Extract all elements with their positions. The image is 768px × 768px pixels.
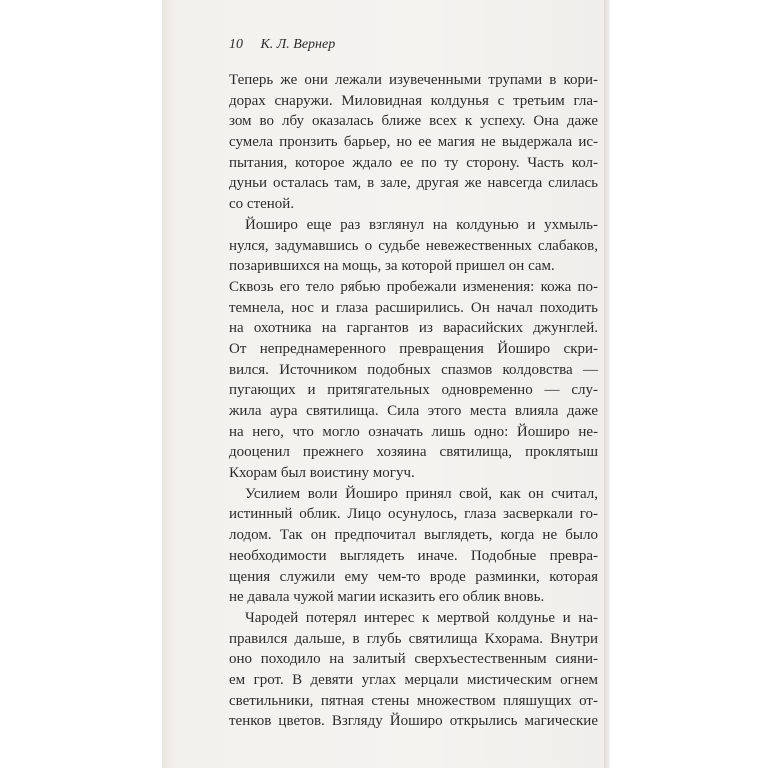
page-number: 10 — [229, 37, 243, 52]
text-line: пытания, которое ждало ее по ту сторону. Часть кол- — [229, 154, 598, 171]
text-line: оно походило на залитый сверхъестественным сияни- — [229, 651, 598, 668]
text-line: темнела, нос и глаза расширились. Он начал походить — [229, 299, 598, 316]
text-line: лодом. Так он предпочитал выглядеть, когда не было — [229, 527, 598, 544]
page-edge-shadow — [604, 0, 610, 768]
text-line: светильники, пятная стены множеством пляшущих от- — [229, 692, 598, 709]
text-line: Сквозь его тело рябью пробежали изменения: кожа по- — [229, 278, 598, 295]
text-line: со стеной. — [229, 196, 295, 213]
text-line: дооценил прежнего хозяина святилища, проклятыш — [229, 444, 598, 461]
text-line: От непреднамеренного превращения Йоширо скри- — [229, 340, 598, 357]
text-line: сумела пронзить барьер, но ее магия не выдержала ис- — [229, 134, 598, 151]
text-line: не давала чужой магии исказить его облик вновь. — [229, 589, 545, 606]
text-line: Йоширо еще раз взглянул на колдунью и ухмыль- — [245, 216, 598, 233]
author-name: К. Л. Вернер — [260, 37, 336, 52]
running-header — [229, 37, 335, 53]
text-line: на охотника на гаргантов из варасийских джунглей. — [229, 320, 598, 337]
text-line: жила аура святилища. Сила этого места влияла даже — [229, 403, 598, 419]
text-line: Чародей потерял интерес к мертвой колдунье и на- — [245, 609, 598, 626]
text-line: ем грот. В девяти углах мерцали мистическим огнем — [229, 671, 598, 688]
text-line: пугающих и притягательных одновременно — слу- — [229, 382, 598, 399]
text-line: вился. Источником подобных спазмов колдовства — — [229, 361, 598, 378]
text-line: правился дальше, в глубь святилища Кхорама. Внутри — [229, 630, 598, 647]
text-line: щения служили ему чем-то вроде разминки, которая — [229, 568, 598, 585]
text-line: Теперь же они лежали изувеченными трупами в кори- — [229, 72, 598, 88]
text-line: дуньи осталась там, в зале, другая же навсегда слилась — [229, 175, 598, 192]
text-line: Кхорам был воистину могуч. — [229, 465, 415, 482]
text-line: позарившихся на мощь, за которой пришел он сам. — [229, 258, 555, 275]
text-line: дорах снаружи. Миловидная колдунья с третьим гла- — [229, 92, 598, 109]
text-line: истинный облик. Лицо осунулось, глаза засверкали го- — [229, 506, 598, 523]
text-line: на него, что могло означать лишь одно: Йоширо не- — [229, 423, 598, 440]
body-text — [229, 70, 598, 732]
text-line: Усилием воли Йоширо принял свой, как он считал, — [245, 485, 598, 502]
text-line: зом во лбу оказалась ближе всех к успеху. Она даже — [229, 113, 598, 130]
text-line: нулся, задумавшись о судьбе невежественных слабаков, — [229, 237, 598, 254]
text-line: тенков цветов. Взгляду Йоширо открылись магические — [229, 713, 598, 730]
text-line: необходимости выглядеть иначе. Подобные превра- — [229, 547, 598, 564]
